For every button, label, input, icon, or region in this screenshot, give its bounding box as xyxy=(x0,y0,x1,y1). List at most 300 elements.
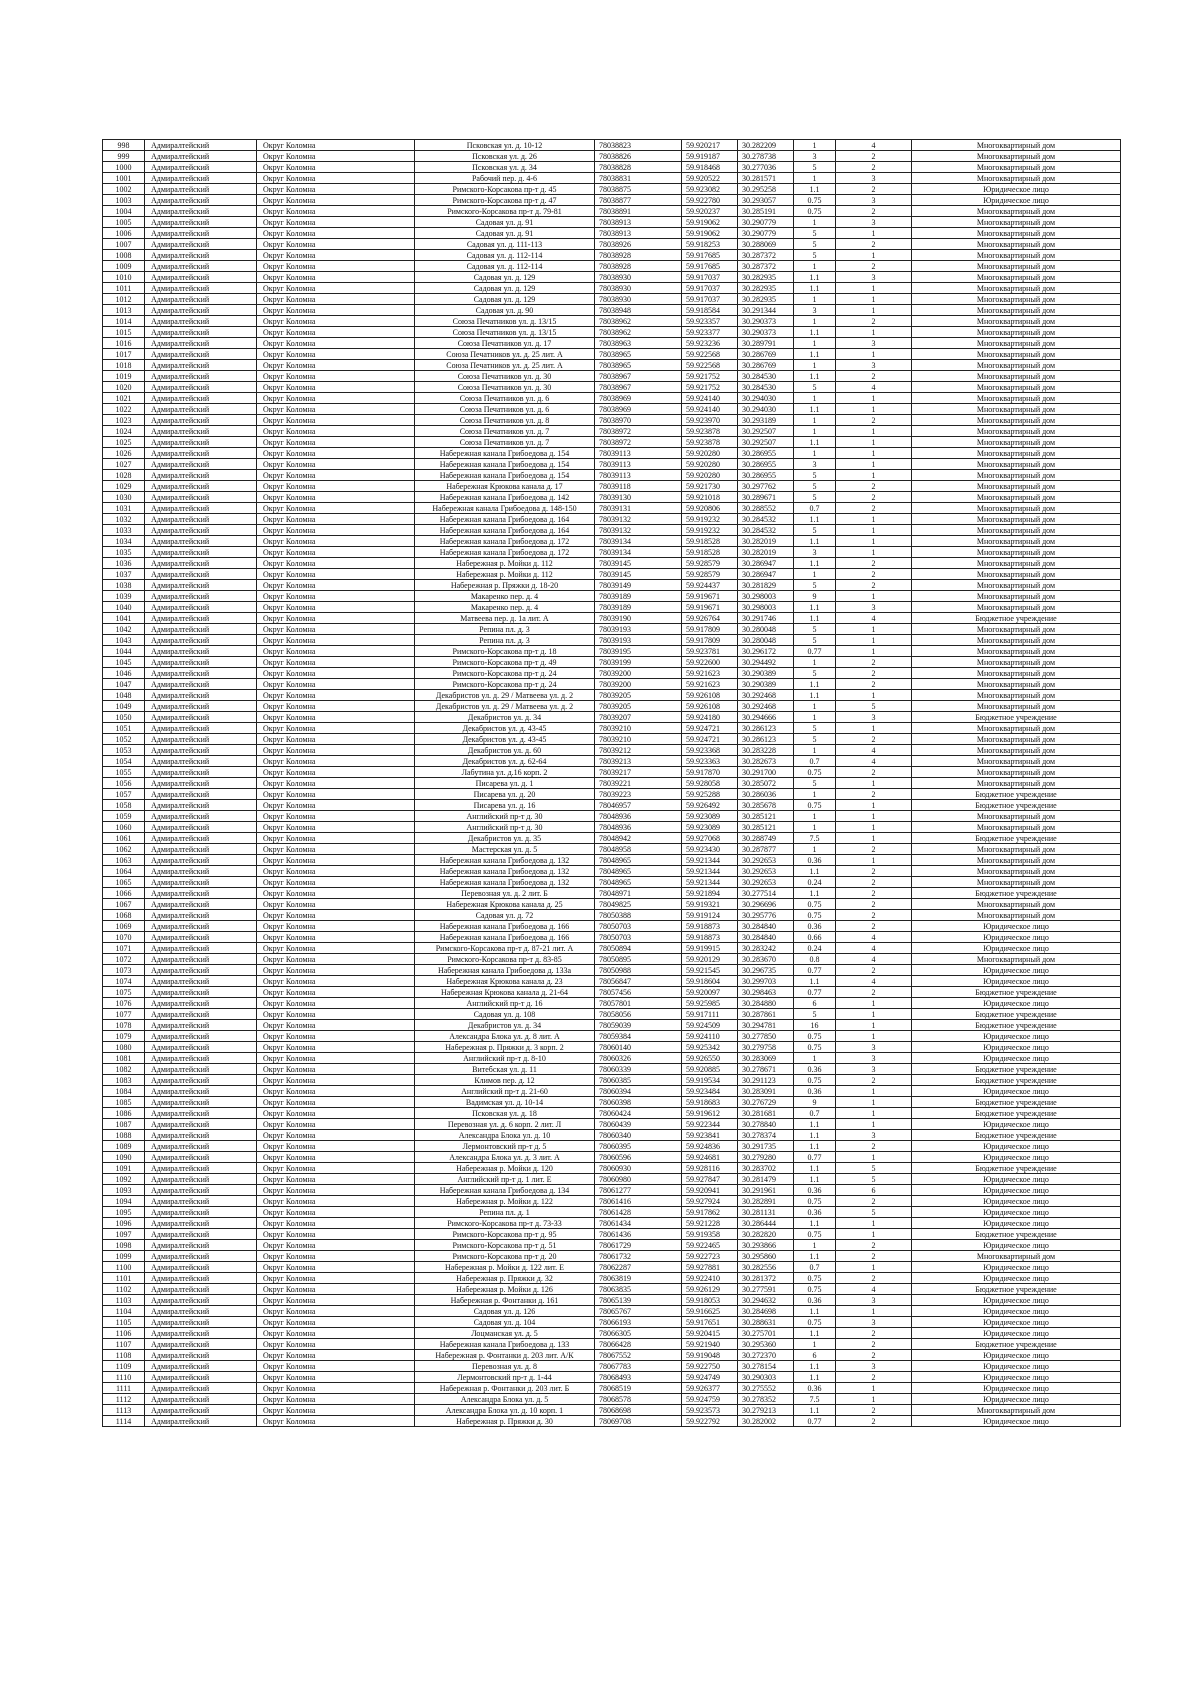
cell-district: Адмиралтейский xyxy=(145,1218,257,1229)
cell-district: Адмиралтейский xyxy=(145,415,257,426)
cell-volume: 5 xyxy=(794,580,836,591)
cell-count: 2 xyxy=(836,151,912,162)
cell-object-type: Многоквартирный дом xyxy=(912,492,1121,503)
cell-object-code: 78038875 xyxy=(595,184,682,195)
cell-object-type: Многоквартирный дом xyxy=(912,382,1121,393)
cell-longitude: 30.281681 xyxy=(738,1108,794,1119)
cell-municipal-okrug: Округ Коломна xyxy=(257,1108,415,1119)
table-row xyxy=(103,745,1121,756)
cell-object-code: 78060980 xyxy=(595,1174,682,1185)
cell-count: 1 xyxy=(836,1119,912,1130)
cell-object-type: Многоквартирный дом xyxy=(912,360,1121,371)
table-row xyxy=(103,1405,1121,1416)
cell-object-type: Многоквартирный дом xyxy=(912,272,1121,283)
cell-address: Садовая ул. д. 72 xyxy=(415,910,595,921)
cell-object-type: Юридическое лицо xyxy=(912,184,1121,195)
cell-count: 1 xyxy=(836,811,912,822)
cell-latitude: 59.923357 xyxy=(682,316,738,327)
cell-address: Репина пл. д. 1 xyxy=(415,1207,595,1218)
cell-address: Набережная канала Грибоедова д. 133 xyxy=(415,1339,595,1350)
cell-latitude: 59.923484 xyxy=(682,1086,738,1097)
cell-longitude: 30.278840 xyxy=(738,1119,794,1130)
cell-count: 3 xyxy=(836,338,912,349)
cell-object-code: 78038926 xyxy=(595,239,682,250)
cell-municipal-okrug: Округ Коломна xyxy=(257,844,415,855)
cell-longitude: 30.283228 xyxy=(738,745,794,756)
cell-district: Адмиралтейский xyxy=(145,690,257,701)
cell-longitude: 30.293057 xyxy=(738,195,794,206)
cell-count: 4 xyxy=(836,976,912,987)
cell-municipal-okrug: Округ Коломна xyxy=(257,767,415,778)
cell-volume: 5 xyxy=(794,734,836,745)
cell-object-type: Многоквартирный дом xyxy=(912,877,1121,888)
cell-district: Адмиралтейский xyxy=(145,822,257,833)
cell-object-type: Многоквартирный дом xyxy=(912,778,1121,789)
cell-district: Адмиралтейский xyxy=(145,360,257,371)
cell-latitude: 59.920806 xyxy=(682,503,738,514)
cell-object-code: 78060394 xyxy=(595,1086,682,1097)
table-row xyxy=(103,888,1121,899)
cell-municipal-okrug: Округ Коломна xyxy=(257,1064,415,1075)
cell-latitude: 59.923368 xyxy=(682,745,738,756)
cell-longitude: 30.286955 xyxy=(738,470,794,481)
cell-volume: 1.1 xyxy=(794,371,836,382)
cell-object-code: 78038891 xyxy=(595,206,682,217)
cell-municipal-okrug: Округ Коломна xyxy=(257,1152,415,1163)
cell-municipal-okrug: Округ Коломна xyxy=(257,855,415,866)
cell-district: Адмиралтейский xyxy=(145,602,257,613)
cell-volume: 0.36 xyxy=(794,921,836,932)
cell-address: Садовая ул. д. 129 xyxy=(415,294,595,305)
cell-district: Адмиралтейский xyxy=(145,1086,257,1097)
cell-latitude: 59.919232 xyxy=(682,514,738,525)
table-row xyxy=(103,723,1121,734)
cell-row-number: 1076 xyxy=(103,998,145,1009)
cell-volume: 0.7 xyxy=(794,1108,836,1119)
table-row xyxy=(103,712,1121,723)
cell-object-type: Юридическое лицо xyxy=(912,976,1121,987)
cell-district: Адмиралтейский xyxy=(145,547,257,558)
cell-address: Садовая ул. д. 129 xyxy=(415,283,595,294)
cell-municipal-okrug: Округ Коломна xyxy=(257,1207,415,1218)
cell-municipal-okrug: Округ Коломна xyxy=(257,1328,415,1339)
cell-row-number: 1094 xyxy=(103,1196,145,1207)
cell-row-number: 1015 xyxy=(103,327,145,338)
cell-longitude: 30.292507 xyxy=(738,426,794,437)
cell-longitude: 30.289671 xyxy=(738,492,794,503)
cell-count: 2 xyxy=(836,1240,912,1251)
cell-address: Репина пл. д. 3 xyxy=(415,635,595,646)
cell-row-number: 1054 xyxy=(103,756,145,767)
cell-latitude: 59.927924 xyxy=(682,1196,738,1207)
cell-object-type: Многоквартирный дом xyxy=(912,844,1121,855)
cell-municipal-okrug: Округ Коломна xyxy=(257,1317,415,1328)
cell-row-number: 1100 xyxy=(103,1262,145,1273)
cell-row-number: 1029 xyxy=(103,481,145,492)
cell-municipal-okrug: Округ Коломна xyxy=(257,1295,415,1306)
cell-volume: 1 xyxy=(794,745,836,756)
cell-district: Адмиралтейский xyxy=(145,371,257,382)
cell-object-code: 78066305 xyxy=(595,1328,682,1339)
cell-object-type: Юридическое лицо xyxy=(912,1240,1121,1251)
table-row xyxy=(103,437,1121,448)
cell-latitude: 59.917862 xyxy=(682,1207,738,1218)
table-row xyxy=(103,646,1121,657)
cell-object-code: 78038877 xyxy=(595,195,682,206)
cell-object-code: 78039200 xyxy=(595,668,682,679)
cell-address: Садовая ул. д. 91 xyxy=(415,217,595,228)
cell-object-type: Бюджетное учреждение xyxy=(912,833,1121,844)
cell-volume: 1 xyxy=(794,789,836,800)
cell-row-number: 1044 xyxy=(103,646,145,657)
cell-address: Рабочий пер. д. 4-6 xyxy=(415,173,595,184)
cell-longitude: 30.294632 xyxy=(738,1295,794,1306)
cell-object-code: 78062287 xyxy=(595,1262,682,1273)
cell-longitude: 30.278154 xyxy=(738,1361,794,1372)
cell-municipal-okrug: Округ Коломна xyxy=(257,305,415,316)
cell-longitude: 30.286947 xyxy=(738,558,794,569)
cell-district: Адмиралтейский xyxy=(145,1031,257,1042)
cell-object-type: Бюджетное учреждение xyxy=(912,613,1121,624)
cell-latitude: 59.919124 xyxy=(682,910,738,921)
cell-row-number: 1046 xyxy=(103,668,145,679)
cell-address: Римского-Корсакова пр-т д. 47 xyxy=(415,195,595,206)
cell-object-code: 78039223 xyxy=(595,789,682,800)
cell-volume: 0.36 xyxy=(794,1064,836,1075)
cell-district: Адмиралтейский xyxy=(145,745,257,756)
cell-municipal-okrug: Округ Коломна xyxy=(257,811,415,822)
cell-longitude: 30.281479 xyxy=(738,1174,794,1185)
cell-latitude: 59.920217 xyxy=(682,140,738,151)
cell-district: Адмиралтейский xyxy=(145,1284,257,1295)
cell-address: Лоцманская ул. д. 5 xyxy=(415,1328,595,1339)
table-row xyxy=(103,547,1121,558)
table-row xyxy=(103,778,1121,789)
cell-count: 3 xyxy=(836,173,912,184)
cell-address: Набережная канала Грибоедова д. 142 xyxy=(415,492,595,503)
cell-object-code: 78048936 xyxy=(595,822,682,833)
table-row xyxy=(103,1317,1121,1328)
cell-count: 1 xyxy=(836,514,912,525)
cell-municipal-okrug: Округ Коломна xyxy=(257,690,415,701)
cell-count: 1 xyxy=(836,778,912,789)
cell-address: Набережная р. Фонтанки д. 203 лит. А/К xyxy=(415,1350,595,1361)
table-row xyxy=(103,580,1121,591)
table-row xyxy=(103,1163,1121,1174)
cell-object-code: 78038928 xyxy=(595,261,682,272)
cell-object-code: 78039189 xyxy=(595,591,682,602)
cell-address: Садовая ул. д. 91 xyxy=(415,228,595,239)
cell-municipal-okrug: Округ Коломна xyxy=(257,756,415,767)
cell-object-type: Многоквартирный дом xyxy=(912,602,1121,613)
cell-address: Набережная р. Пряжки д. 18-20 xyxy=(415,580,595,591)
cell-row-number: 1035 xyxy=(103,547,145,558)
cell-row-number: 1012 xyxy=(103,294,145,305)
cell-object-type: Юридическое лицо xyxy=(912,1086,1121,1097)
cell-volume: 1 xyxy=(794,1053,836,1064)
cell-count: 3 xyxy=(836,1317,912,1328)
cell-district: Адмиралтейский xyxy=(145,1064,257,1075)
cell-volume: 0.77 xyxy=(794,1152,836,1163)
cell-object-code: 78048936 xyxy=(595,811,682,822)
cell-object-code: 78039113 xyxy=(595,448,682,459)
cell-row-number: 1013 xyxy=(103,305,145,316)
table-row xyxy=(103,855,1121,866)
cell-row-number: 1104 xyxy=(103,1306,145,1317)
table-row xyxy=(103,371,1121,382)
cell-volume: 0.75 xyxy=(794,195,836,206)
cell-object-code: 78059039 xyxy=(595,1020,682,1031)
table-row xyxy=(103,800,1121,811)
cell-longitude: 30.293866 xyxy=(738,1240,794,1251)
cell-volume: 0.77 xyxy=(794,1416,836,1427)
cell-count: 2 xyxy=(836,987,912,998)
cell-count: 2 xyxy=(836,921,912,932)
cell-district: Адмиралтейский xyxy=(145,1372,257,1383)
cell-longitude: 30.286955 xyxy=(738,459,794,470)
cell-volume: 1 xyxy=(794,448,836,459)
cell-latitude: 59.926764 xyxy=(682,613,738,624)
cell-object-type: Юридическое лицо xyxy=(912,1372,1121,1383)
cell-latitude: 59.928579 xyxy=(682,569,738,580)
cell-longitude: 30.281829 xyxy=(738,580,794,591)
cell-district: Адмиралтейский xyxy=(145,855,257,866)
cell-object-type: Многоквартирный дом xyxy=(912,668,1121,679)
cell-district: Адмиралтейский xyxy=(145,833,257,844)
cell-count: 2 xyxy=(836,888,912,899)
cell-municipal-okrug: Округ Коломна xyxy=(257,1339,415,1350)
cell-longitude: 30.281571 xyxy=(738,173,794,184)
cell-volume: 0.7 xyxy=(794,503,836,514)
table-row xyxy=(103,470,1121,481)
cell-longitude: 30.278671 xyxy=(738,1064,794,1075)
cell-volume: 1.1 xyxy=(794,327,836,338)
cell-longitude: 30.287372 xyxy=(738,250,794,261)
cell-district: Адмиралтейский xyxy=(145,734,257,745)
cell-object-code: 78061277 xyxy=(595,1185,682,1196)
cell-municipal-okrug: Округ Коломна xyxy=(257,503,415,514)
cell-object-type: Многоквартирный дом xyxy=(912,591,1121,602)
cell-volume: 0.75 xyxy=(794,1196,836,1207)
cell-row-number: 1038 xyxy=(103,580,145,591)
cell-object-code: 78060339 xyxy=(595,1064,682,1075)
cell-object-type: Бюджетное учреждение xyxy=(912,1284,1121,1295)
cell-district: Адмиралтейский xyxy=(145,1350,257,1361)
cell-row-number: 1103 xyxy=(103,1295,145,1306)
cell-object-type: Многоквартирный дом xyxy=(912,701,1121,712)
cell-district: Адмиралтейский xyxy=(145,1229,257,1240)
cell-municipal-okrug: Округ Коломна xyxy=(257,723,415,734)
cell-object-code: 78038962 xyxy=(595,327,682,338)
cell-row-number: 1002 xyxy=(103,184,145,195)
cell-object-code: 78048965 xyxy=(595,866,682,877)
cell-district: Адмиралтейский xyxy=(145,1075,257,1086)
table-row xyxy=(103,635,1121,646)
cell-latitude: 59.924836 xyxy=(682,1141,738,1152)
table-row xyxy=(103,151,1121,162)
cell-volume: 1.1 xyxy=(794,536,836,547)
cell-municipal-okrug: Округ Коломна xyxy=(257,646,415,657)
cell-address: Набережная р. Пряжки д. 3 корп. 2 xyxy=(415,1042,595,1053)
cell-address: Набережная канала Грибоедова д. 148-150 xyxy=(415,503,595,514)
cell-district: Адмиралтейский xyxy=(145,998,257,1009)
cell-row-number: 1106 xyxy=(103,1328,145,1339)
cell-longitude: 30.299703 xyxy=(738,976,794,987)
cell-latitude: 59.920941 xyxy=(682,1185,738,1196)
cell-volume: 0.75 xyxy=(794,206,836,217)
cell-address: Набережная канала Грибоедова д. 133а xyxy=(415,965,595,976)
cell-longitude: 30.290779 xyxy=(738,217,794,228)
cell-object-code: 78068519 xyxy=(595,1383,682,1394)
cell-latitude: 59.920885 xyxy=(682,1064,738,1075)
cell-row-number: 1107 xyxy=(103,1339,145,1350)
cell-latitude: 59.928116 xyxy=(682,1163,738,1174)
cell-municipal-okrug: Округ Коломна xyxy=(257,1196,415,1207)
cell-latitude: 59.924140 xyxy=(682,393,738,404)
table-row xyxy=(103,162,1121,173)
cell-address: Набережная канала Грибоедова д. 134 xyxy=(415,1185,595,1196)
cell-object-type: Многоквартирный дом xyxy=(912,228,1121,239)
cell-district: Адмиралтейский xyxy=(145,140,257,151)
cell-address: Набережная канала Грибоедова д. 164 xyxy=(415,525,595,536)
cell-count: 3 xyxy=(836,195,912,206)
cell-longitude: 30.292653 xyxy=(738,877,794,888)
cell-count: 2 xyxy=(836,1416,912,1427)
cell-district: Адмиралтейский xyxy=(145,250,257,261)
cell-object-type: Многоквартирный дом xyxy=(912,855,1121,866)
cell-row-number: 1026 xyxy=(103,448,145,459)
cell-latitude: 59.918683 xyxy=(682,1097,738,1108)
cell-volume: 3 xyxy=(794,547,836,558)
cell-object-type: Многоквартирный дом xyxy=(912,745,1121,756)
cell-address: Перевозная ул. д. 2 лит. Б xyxy=(415,888,595,899)
cell-volume: 5 xyxy=(794,1009,836,1020)
cell-municipal-okrug: Округ Коломна xyxy=(257,921,415,932)
cell-longitude: 30.291344 xyxy=(738,305,794,316)
cell-latitude: 59.921940 xyxy=(682,1339,738,1350)
cell-district: Адмиралтейский xyxy=(145,1361,257,1372)
table-row xyxy=(103,140,1121,151)
cell-district: Адмиралтейский xyxy=(145,1251,257,1262)
cell-address: Макаренко пер. д. 4 xyxy=(415,591,595,602)
cell-municipal-okrug: Округ Коломна xyxy=(257,558,415,569)
cell-object-type: Многоквартирный дом xyxy=(912,481,1121,492)
cell-latitude: 59.919187 xyxy=(682,151,738,162)
cell-district: Адмиралтейский xyxy=(145,1295,257,1306)
cell-object-type: Многоквартирный дом xyxy=(912,547,1121,558)
cell-address: Римского-Корсакова пр-т д. 24 xyxy=(415,668,595,679)
cell-longitude: 30.281131 xyxy=(738,1207,794,1218)
cell-latitude: 59.926550 xyxy=(682,1053,738,1064)
cell-latitude: 59.921344 xyxy=(682,866,738,877)
cell-volume: 5 xyxy=(794,470,836,481)
cell-count: 1 xyxy=(836,1031,912,1042)
cell-address: Набережная канала Грибоедова д. 132 xyxy=(415,877,595,888)
cell-count: 4 xyxy=(836,140,912,151)
cell-object-code: 78038823 xyxy=(595,140,682,151)
cell-volume: 6 xyxy=(794,998,836,1009)
cell-municipal-okrug: Округ Коломна xyxy=(257,349,415,360)
cell-row-number: 1085 xyxy=(103,1097,145,1108)
cell-object-type: Многоквартирный дом xyxy=(912,657,1121,668)
cell-volume: 1.1 xyxy=(794,1141,836,1152)
cell-municipal-okrug: Округ Коломна xyxy=(257,1383,415,1394)
cell-municipal-okrug: Округ Коломна xyxy=(257,866,415,877)
cell-object-code: 78060596 xyxy=(595,1152,682,1163)
cell-volume: 5 xyxy=(794,723,836,734)
cell-longitude: 30.289791 xyxy=(738,338,794,349)
cell-municipal-okrug: Округ Коломна xyxy=(257,602,415,613)
cell-count: 3 xyxy=(836,1130,912,1141)
cell-district: Адмиралтейский xyxy=(145,514,257,525)
cell-object-code: 78048971 xyxy=(595,888,682,899)
cell-longitude: 30.283702 xyxy=(738,1163,794,1174)
table-row xyxy=(103,261,1121,272)
table-row xyxy=(103,1284,1121,1295)
cell-row-number: 1017 xyxy=(103,349,145,360)
cell-longitude: 30.293189 xyxy=(738,415,794,426)
cell-latitude: 59.920280 xyxy=(682,470,738,481)
table-row xyxy=(103,1064,1121,1075)
cell-object-type: Многоквартирный дом xyxy=(912,470,1121,481)
cell-volume: 0.24 xyxy=(794,877,836,888)
cell-count: 2 xyxy=(836,877,912,888)
cell-municipal-okrug: Округ Коломна xyxy=(257,1240,415,1251)
table-row xyxy=(103,822,1121,833)
cell-volume: 0.75 xyxy=(794,910,836,921)
cell-latitude: 59.921344 xyxy=(682,877,738,888)
cell-municipal-okrug: Округ Коломна xyxy=(257,1350,415,1361)
cell-object-code: 78039193 xyxy=(595,624,682,635)
cell-volume: 1 xyxy=(794,338,836,349)
cell-object-code: 78057801 xyxy=(595,998,682,1009)
cell-count: 1 xyxy=(836,437,912,448)
cell-volume: 1.1 xyxy=(794,1251,836,1262)
cell-address: Набережная канала Грибоедова д. 166 xyxy=(415,932,595,943)
cell-address: Союза Печатников ул. д. 13/15 xyxy=(415,316,595,327)
cell-volume: 1 xyxy=(794,316,836,327)
cell-object-type: Многоквартирный дом xyxy=(912,690,1121,701)
cell-object-code: 78048942 xyxy=(595,833,682,844)
cell-count: 2 xyxy=(836,1350,912,1361)
document-sheet xyxy=(102,139,1120,1427)
cell-count: 2 xyxy=(836,492,912,503)
cell-longitude: 30.277591 xyxy=(738,1284,794,1295)
cell-object-code: 78061729 xyxy=(595,1240,682,1251)
cell-latitude: 59.921344 xyxy=(682,855,738,866)
table-row xyxy=(103,1207,1121,1218)
cell-row-number: 1073 xyxy=(103,965,145,976)
table-row xyxy=(103,1306,1121,1317)
cell-row-number: 1072 xyxy=(103,954,145,965)
cell-row-number: 1084 xyxy=(103,1086,145,1097)
cell-latitude: 59.918604 xyxy=(682,976,738,987)
cell-longitude: 30.286947 xyxy=(738,569,794,580)
cell-latitude: 59.918584 xyxy=(682,305,738,316)
cell-municipal-okrug: Округ Коломна xyxy=(257,800,415,811)
cell-count: 3 xyxy=(836,272,912,283)
cell-address: Набережная канала Грибоедова д. 132 xyxy=(415,855,595,866)
cell-object-code: 78039132 xyxy=(595,514,682,525)
cell-district: Адмиралтейский xyxy=(145,899,257,910)
cell-address: Союза Печатников ул. д. 8 xyxy=(415,415,595,426)
cell-address: Римского-Корсакова пр-т д. 83-85 xyxy=(415,954,595,965)
table-row xyxy=(103,1009,1121,1020)
cell-row-number: 1095 xyxy=(103,1207,145,1218)
cell-volume: 1 xyxy=(794,426,836,437)
cell-volume: 0.75 xyxy=(794,1031,836,1042)
cell-municipal-okrug: Округ Коломна xyxy=(257,976,415,987)
